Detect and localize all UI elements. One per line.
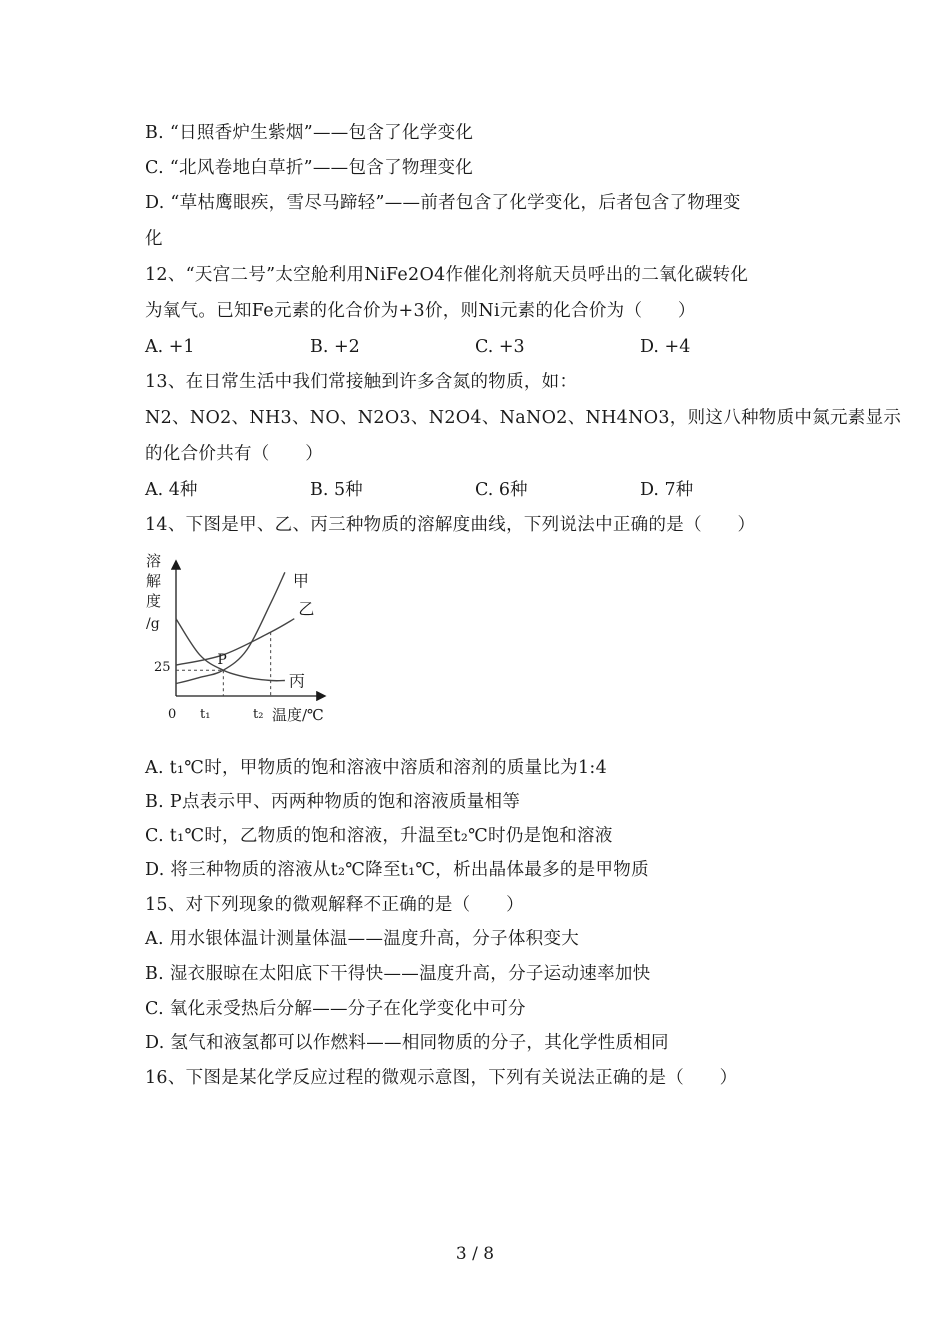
q15-option-c: C. 氧化汞受热后分解——分子在化学变化中可分 xyxy=(145,999,526,1019)
x-tick-t1: t₁ xyxy=(200,707,211,722)
q13-option-c: C. 6种 xyxy=(475,480,528,500)
q12-option-c: C. +3 xyxy=(475,337,525,357)
y-label-char-3: 度 xyxy=(146,592,162,610)
q11-option-d: D. “草枯鹰眼疾，雪尽马蹄轻”——前者包含了化学变化，后者包含了物理变 xyxy=(145,193,741,213)
series-line-jia xyxy=(176,572,285,683)
series-line-yi xyxy=(176,619,294,665)
q12-option-b: B. +2 xyxy=(310,337,360,357)
q12-stem: 12、“天宫二号”太空舱利用NiFe2O4作催化剂将航天员呼出的二氧化碳转化 xyxy=(145,265,749,285)
q12-option-a: A. +1 xyxy=(145,337,195,357)
q14-option-d: D. 将三种物质的溶液从t₂℃降至t₁℃，析出晶体最多的是甲物质 xyxy=(145,860,649,880)
q12-option-d: D. +4 xyxy=(640,337,691,357)
y-label-char-2: 解 xyxy=(146,572,162,590)
series-line-bing xyxy=(176,619,285,681)
series-label-jia: 甲 xyxy=(292,571,309,591)
q13-stem: 13、在日常生活中我们常接触到许多含氮的物质，如： xyxy=(145,372,578,392)
q13-option-d: D. 7种 xyxy=(640,480,694,500)
q13-stem-cont: N2、NO2、NH3、NO、N2O3、N2O4、NaNO2、NH4NO3，则这八种物质中氮元素显示 xyxy=(145,408,902,428)
q11-option-b: B. “日照香炉生紫烟”——包含了化学变化 xyxy=(145,123,474,143)
q12-stem-cont: 为氧气。已知Fe元素的化合价为+3价，则Ni元素的化合价为（ ） xyxy=(145,301,696,321)
series-label-bing: 丙 xyxy=(288,671,305,691)
q15-option-d: D. 氢气和液氢都可以作燃料——相同物质的分子，其化学性质相同 xyxy=(145,1033,669,1053)
solubility-curve-chart xyxy=(140,548,340,728)
q11-option-d-cont: 化 xyxy=(145,229,163,249)
q13-stem-end: 的化合价共有（ ） xyxy=(145,444,323,464)
y-tick-label: 25 xyxy=(154,660,171,675)
point-p-label: P xyxy=(217,652,227,669)
origin-label: 0 xyxy=(168,707,177,722)
page-number: 3 / 8 xyxy=(455,1244,495,1264)
q15-option-a: A. 用水银体温计测量体温——温度升高，分子体积变大 xyxy=(145,929,580,949)
q16-stem: 16、下图是某化学反应过程的微观示意图，下列有关说法正确的是（ ） xyxy=(145,1068,738,1088)
q14-stem: 14、下图是甲、乙、丙三种物质的溶解度曲线，下列说法中正确的是（ ） xyxy=(145,515,756,535)
q14-option-a: A. t₁℃时，甲物质的饱和溶液中溶质和溶剂的质量比为1:4 xyxy=(145,758,608,778)
y-label-char-4: /g xyxy=(146,616,160,632)
series-label-yi: 乙 xyxy=(298,599,315,619)
x-axis-label: 温度/℃ xyxy=(272,706,324,724)
q14-option-c: C. t₁℃时，乙物质的饱和溶液，升温至t₂℃时仍是饱和溶液 xyxy=(145,826,613,846)
q13-option-a: A. 4种 xyxy=(145,480,198,500)
y-label-char-1: 溶 xyxy=(146,552,162,570)
x-tick-t2: t₂ xyxy=(253,707,264,722)
q13-option-b: B. 5种 xyxy=(310,480,363,500)
q15-option-b: B. 湿衣服晾在太阳底下干得快——温度升高，分子运动速率加快 xyxy=(145,964,651,984)
q11-option-c: C. “北风卷地白草折”——包含了物理变化 xyxy=(145,158,474,178)
q15-stem: 15、对下列现象的微观解释不正确的是（ ） xyxy=(145,895,524,915)
q14-option-b: B. P点表示甲、丙两种物质的饱和溶液质量相等 xyxy=(145,792,521,812)
